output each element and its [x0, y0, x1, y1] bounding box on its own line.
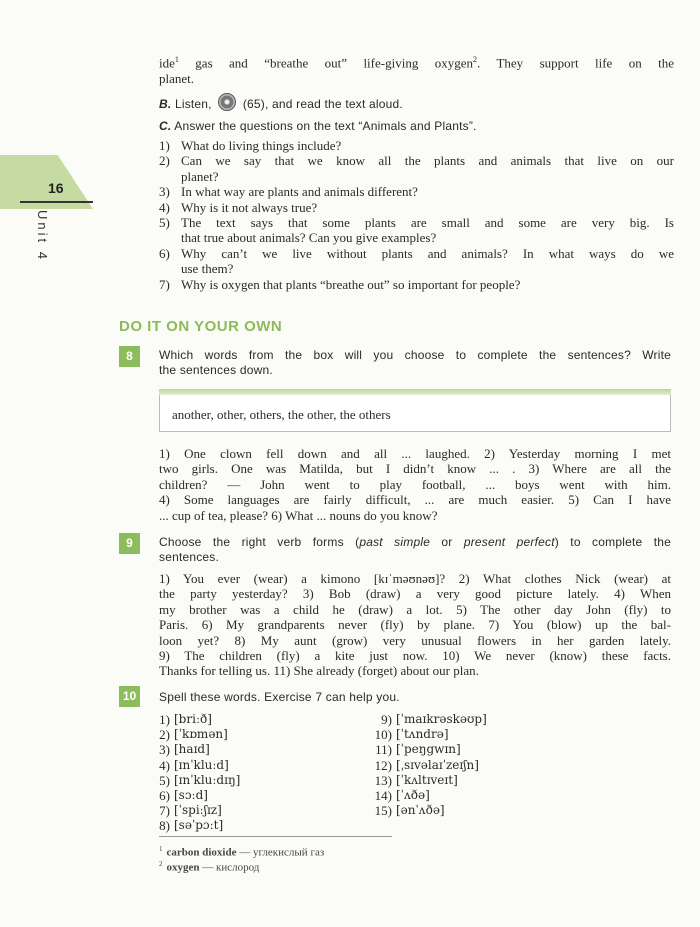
list-item [150, 788, 240, 803]
question-number: 1) [159, 138, 170, 153]
task-c [159, 119, 477, 134]
footnote-mark: 1 [159, 845, 163, 853]
cd-audio-icon[interactable] [218, 93, 236, 111]
item-number: 13) [374, 772, 392, 788]
ex9-sentence-line: loon yet? 8) My aunt (grow) very unusual flowers in her garden lately. [159, 632, 671, 648]
phonetic-list-col2 [372, 712, 487, 818]
item-number: 1) [159, 712, 170, 727]
question-number: 2) [159, 153, 170, 169]
list-item [159, 246, 674, 277]
task-b-letter: B. [159, 97, 172, 111]
intro-text [159, 52, 674, 86]
list-item [372, 803, 487, 818]
phonetic-word: [ˈʌðə] [396, 788, 430, 803]
question-number: 7) [159, 276, 170, 292]
intro-line1-b: gas and “breathe out” life-giving oxygen [178, 55, 474, 71]
question-text: What do living things include? [181, 138, 342, 153]
question-number: 3) [159, 184, 170, 200]
phonetic-word: [ˈkɒmən] [174, 727, 228, 742]
question-number: 4) [159, 199, 170, 215]
task-c-letter: C. [159, 119, 172, 133]
phonetic-word: [ˈpeŋgwɪn] [396, 742, 461, 757]
footnote-translation: углекислый газ [252, 846, 325, 859]
ex8-sentence-line: two girls. One was Matilda, but I didn’t know ... . 3) Where are all the [159, 461, 671, 477]
list-item [159, 277, 674, 292]
phonetic-word: [ˈtʌndrə] [396, 727, 449, 742]
item-number: 2) [159, 727, 170, 743]
ex9-instruction [159, 535, 671, 565]
word-box [159, 390, 671, 432]
ex8-instruction-line: Which words from the box will you choose to complete the sentences? Write [159, 348, 671, 362]
ex8-sentence-line: 4) Some languages are fairly difficult, ... are much easier. 5) Can I have [159, 492, 671, 508]
task-b-text-before: Listen, [174, 97, 212, 111]
list-item [150, 758, 240, 773]
footnote-mark: 2 [159, 860, 163, 868]
section-heading: DO IT ON YOUR OWN [119, 318, 283, 335]
page-number: 16 [48, 180, 64, 196]
ex9-sentence-line: the party yesterday? 3) Bob (draw) a very good picture lately. 4) When [159, 586, 671, 602]
phonetic-word: [briːð] [174, 712, 212, 726]
phonetic-word: [ɪnˈkluːdɪŋ] [174, 772, 241, 787]
question-text: planet? [181, 168, 219, 184]
item-number: 6) [159, 788, 170, 804]
list-item [150, 742, 240, 757]
item-number: 9) [381, 712, 392, 727]
ex9-sentence-line: my brother was a child he (draw) a lot. 5) The other day John (fly) to [159, 601, 671, 617]
word-box-text: another, other, others, the other, the others [172, 407, 391, 422]
phonetic-word: [ɪnˈkluːd] [174, 757, 229, 772]
phonetic-word: [ənˈʌðə] [396, 803, 445, 818]
list-item [159, 200, 674, 215]
list-item [372, 727, 487, 742]
phonetic-word: [ˈmaɪkrəskəʊp] [396, 712, 487, 726]
ex9-instruction-em: present perfect [463, 535, 555, 549]
list-item [372, 758, 487, 773]
task-b [159, 93, 403, 112]
ex9-instruction-part: ) to complete the [554, 535, 671, 549]
ex8-sentences [159, 446, 671, 523]
item-number: 8) [159, 818, 170, 834]
phonetic-word: [səˈpɔːt] [174, 818, 224, 833]
phonetic-word: [sɔːd] [174, 788, 208, 803]
question-number: 6) [159, 245, 170, 261]
list-item [372, 773, 487, 788]
task-b-text-after: (65), and read the text aloud. [242, 97, 403, 111]
list-item [150, 712, 240, 727]
ex9-instruction-em: past simple [359, 535, 431, 549]
item-number: 3) [159, 742, 170, 758]
footnote-ref-1: 1 [174, 55, 179, 64]
intro-line2: planet. [159, 70, 195, 86]
unit-label: Unit 4 [35, 210, 50, 262]
footnote-term: carbon dioxide [166, 846, 237, 859]
list-item [372, 742, 487, 757]
ex9-sentence-line: Thanks for telling us. 11) She already (forget) about our plan. [159, 663, 479, 679]
footnote-dash: — [236, 846, 253, 859]
item-number: 7) [159, 803, 170, 819]
phonetic-word: [ˈspiːʃɪz] [174, 803, 222, 818]
ex9-sentence-line: 1) You ever (wear) a kimono [kɪˈməʊnəʊ]? 2) What clothes Nick (wear) at [159, 571, 671, 586]
question-text: Can we say that we know all the plants and animals that live on our [181, 153, 674, 169]
ex8-sentence-line: 1) One clown fell down and all ... laughed. 2) Yesterday morning I met [159, 446, 671, 461]
list-item [159, 215, 674, 246]
list-item [150, 773, 240, 788]
ex8-sentence-line: ... cup of tea, please? 6) What ... nouns do you know? [159, 507, 438, 523]
question-text: use them? [181, 261, 234, 277]
question-text: that true about animals? Can you give examples? [181, 230, 437, 246]
ex8-instruction-line: the sentences down. [159, 363, 273, 377]
tab-divider [20, 201, 93, 203]
phonetic-word: [ˌsɪvəlaɪˈzeɪʃn] [396, 757, 479, 772]
footnote-translation: кислород [216, 861, 260, 874]
item-number: 5) [159, 772, 170, 788]
ex9-instruction-line2: sentences. [159, 550, 220, 564]
list-item [372, 712, 487, 727]
ex8-instruction [159, 348, 671, 378]
item-number: 10) [374, 727, 392, 743]
item-number: 11) [375, 742, 392, 758]
item-number: 15) [374, 803, 392, 819]
question-text: Why can’t we live without plants and animals? In what ways do we [181, 245, 674, 261]
list-item [159, 184, 674, 199]
exercise-number-8: 8 [119, 346, 140, 367]
question-number: 5) [159, 215, 170, 231]
exercise-number-9: 9 [119, 533, 140, 554]
item-number: 12) [374, 757, 392, 773]
list-item [150, 727, 240, 742]
word-box-header-bar [159, 389, 671, 395]
ex9-instruction-part: or [430, 535, 464, 549]
footnote-divider [159, 836, 392, 837]
ex9-sentence-line: 9) The children (fly) a kite just now. 10) We never (know) these facts. [159, 648, 671, 664]
question-text: Why is oxygen that plants “breathe out” so important for people? [181, 276, 521, 292]
intro-line1-a: ide [159, 55, 175, 71]
item-number: 14) [374, 788, 392, 804]
exercise-number-10: 10 [119, 686, 140, 707]
footnote-dash: — [199, 861, 216, 874]
question-list [159, 138, 674, 292]
ex9-sentence-line: Paris. 6) My grandparents never (fly) by plane. 7) You (blow) up the bal- [159, 617, 671, 633]
question-text: The text says that some plants are small and some are very big. Is [181, 215, 674, 231]
question-text: In what way are plants and animals different? [181, 184, 418, 200]
item-number: 4) [159, 757, 170, 773]
list-item [372, 788, 487, 803]
list-item [150, 803, 240, 818]
list-item [159, 138, 674, 153]
footnote-1 [159, 845, 324, 859]
footnote-2 [159, 860, 259, 874]
phonetic-word: [ˈkʌltɪveɪt] [396, 772, 458, 787]
question-text: Why is it not always true? [181, 199, 318, 215]
ex10-instruction: Spell these words. Exercise 7 can help you. [159, 690, 400, 704]
intro-line1-c: . They support life on the [477, 55, 674, 71]
ex9-instruction-part: Choose the right verb forms ( [159, 535, 360, 549]
phonetic-word: [haɪd] [174, 742, 210, 757]
list-item [159, 153, 674, 184]
list-item [150, 818, 240, 833]
phonetic-list-col1 [150, 712, 240, 834]
footnote-ref-2: 2 [473, 55, 478, 64]
ex8-sentence-line: children? — John went to play football, ... boys went with him. [159, 476, 671, 492]
ex9-sentences [159, 571, 671, 679]
task-c-text: Answer the questions on the text “Animals and Plants”. [174, 119, 477, 133]
footnote-term: oxygen [166, 861, 200, 874]
